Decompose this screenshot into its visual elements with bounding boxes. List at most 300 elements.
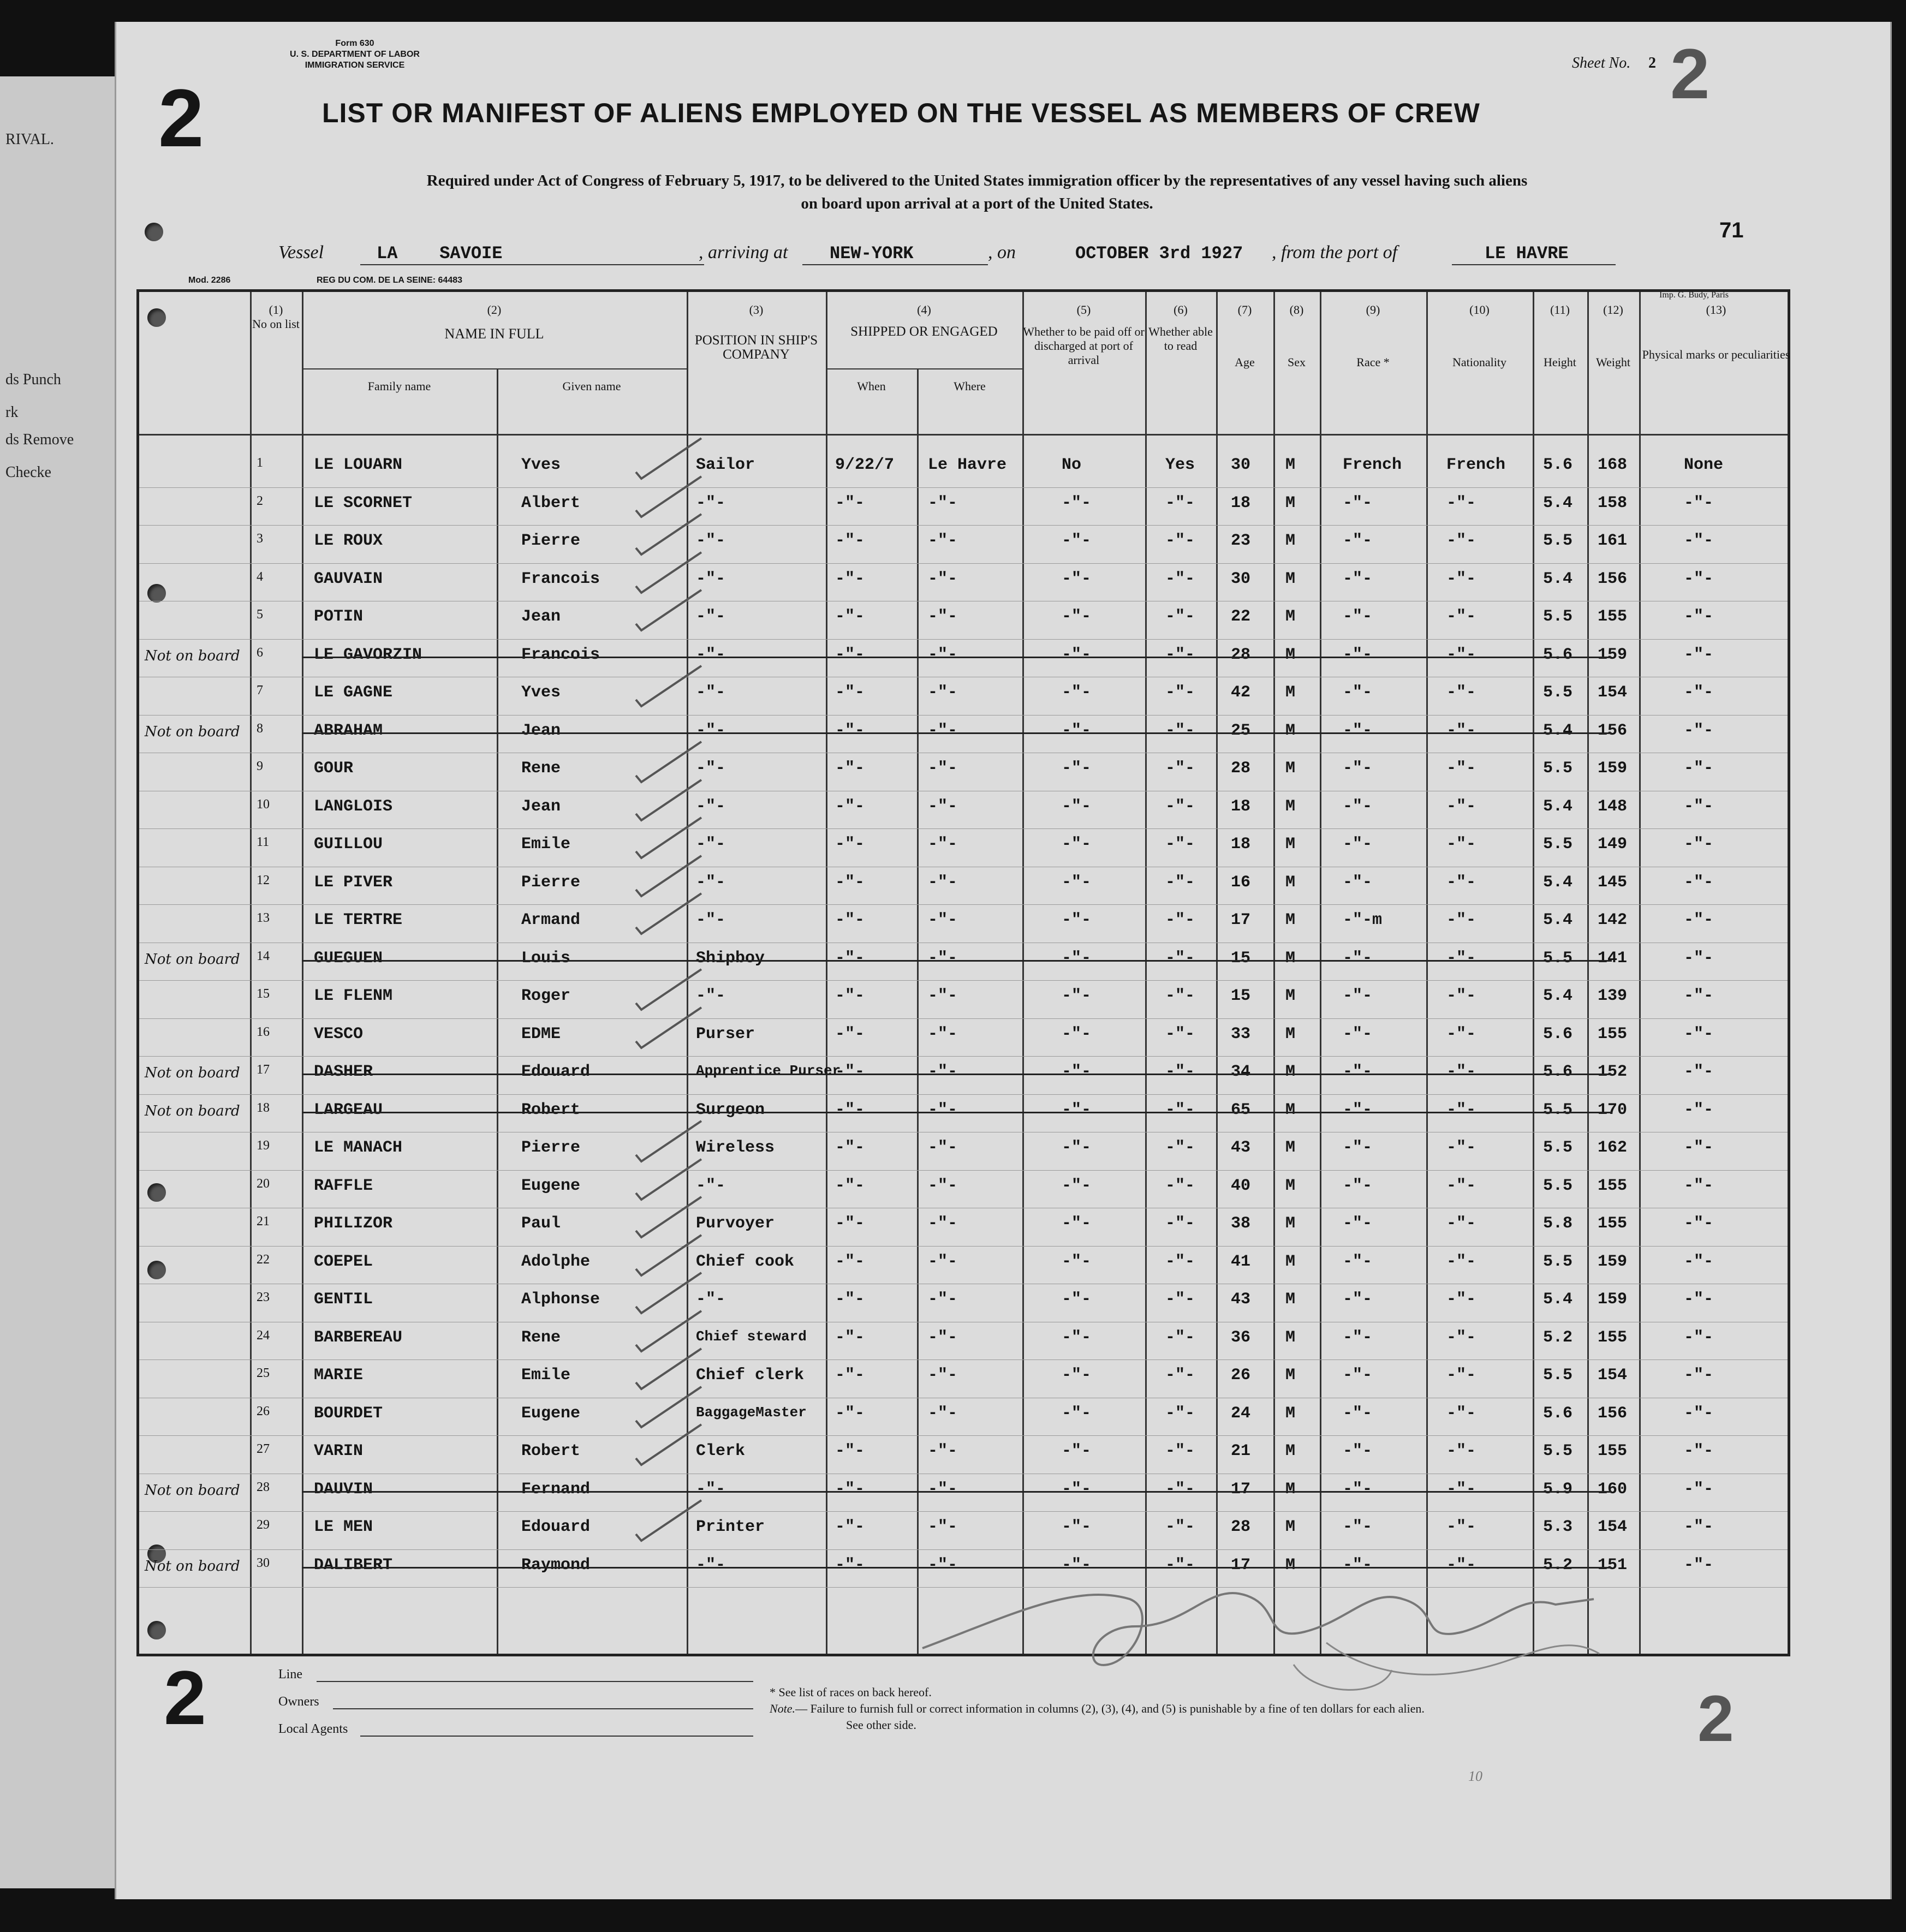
cell-position: Apprentice Purser — [696, 1063, 841, 1079]
edge-text: RIVAL. — [5, 131, 54, 148]
cell-shipped-where: -"- — [928, 1328, 958, 1347]
cell-position: -"- — [696, 759, 726, 778]
cell-age: 18 — [1231, 797, 1251, 816]
cell-able-to-read: -"- — [1165, 759, 1195, 778]
cell-physical-marks: -"- — [1684, 569, 1714, 588]
cell-height: 5.5 — [1543, 1366, 1573, 1385]
cell-age: 21 — [1231, 1442, 1251, 1460]
cell-physical-marks: -"- — [1684, 532, 1714, 550]
cell-height: 5.5 — [1543, 607, 1573, 626]
on-label: , on — [988, 242, 1016, 263]
footer-number-right: 2 — [1697, 1682, 1734, 1755]
cell-race: -"- — [1343, 1176, 1373, 1195]
cell-paid-off: No — [1062, 456, 1082, 474]
service: IMMIGRATION SERVICE — [305, 61, 405, 70]
cell-shipped-when: -"- — [835, 1214, 865, 1233]
check-mark-icon — [630, 586, 707, 635]
cell-height: 5.4 — [1543, 569, 1573, 588]
cell-age: 30 — [1231, 569, 1251, 588]
cell-position: -"- — [696, 645, 726, 664]
cell-position: Shipboy — [696, 949, 765, 968]
strikethrough-line — [302, 1074, 1612, 1075]
cell-weight: 162 — [1598, 1138, 1628, 1157]
cell-family-name: PHILIZOR — [314, 1214, 393, 1233]
cell-weight: 159 — [1598, 1252, 1628, 1271]
cell-paid-off: -"- — [1062, 1290, 1092, 1309]
cell-paid-off: -"- — [1062, 949, 1092, 968]
cell-age: 15 — [1231, 949, 1251, 968]
cell-shipped-where: -"- — [928, 1290, 958, 1309]
races-note: * See list of races on back hereof. — [770, 1685, 932, 1699]
cell-paid-off: -"- — [1062, 721, 1092, 740]
cell-race: -"- — [1343, 1555, 1373, 1575]
cell-given-name: Yves — [521, 683, 561, 702]
cell-paid-off: -"- — [1062, 607, 1092, 626]
cell-family-name: LE LOUARN — [314, 456, 403, 474]
cell-nationality: -"- — [1446, 607, 1476, 626]
cell-shipped-when: -"- — [835, 493, 865, 512]
cell-given-name: Robert — [521, 1100, 581, 1119]
strikethrough-line — [302, 1112, 1612, 1113]
cell-nationality: -"- — [1446, 1290, 1476, 1309]
cell-able-to-read: -"- — [1165, 683, 1195, 702]
check-mark-icon — [630, 661, 707, 711]
cell-able-to-read: -"- — [1165, 1328, 1195, 1347]
cell-family-name: LE PIVER — [314, 873, 393, 892]
cell-family-name: DALIBERT — [314, 1555, 393, 1575]
cell-paid-off: -"- — [1062, 1176, 1092, 1195]
cell-shipped-when: -"- — [835, 797, 865, 816]
col-1-header: (1) No on list — [252, 303, 300, 331]
cell-given-name: Francois — [521, 569, 600, 588]
cell-age: 30 — [1231, 456, 1251, 474]
cell-physical-marks: -"- — [1684, 911, 1714, 929]
not-on-board-note: Not on board — [145, 1102, 240, 1119]
cell-row-number: 1 — [257, 456, 263, 470]
cell-given-name: Jean — [521, 797, 561, 816]
cell-position: Chief cook — [696, 1252, 795, 1271]
cell-shipped-when: -"- — [835, 1252, 865, 1271]
cell-row-number: 20 — [257, 1176, 270, 1191]
cell-race: French — [1343, 456, 1402, 474]
cell-position: Surgeon — [696, 1100, 765, 1119]
cell-row-number: 22 — [257, 1252, 270, 1267]
cell-sex: M — [1285, 797, 1296, 816]
cell-physical-marks: -"- — [1684, 645, 1714, 664]
cell-given-name: Eugene — [521, 1176, 581, 1195]
cell-able-to-read: -"- — [1165, 532, 1195, 550]
cell-nationality: -"- — [1446, 911, 1476, 929]
cell-nationality: -"- — [1446, 1100, 1476, 1119]
cell-race: -"- — [1343, 1024, 1373, 1043]
cell-nationality: -"- — [1446, 569, 1476, 588]
cell-shipped-when: -"- — [835, 1100, 865, 1119]
registry: REG DU COM. DE LA SEINE: 64483 — [317, 276, 463, 285]
cell-family-name: GAUVAIN — [314, 569, 383, 588]
cell-family-name: COEPEL — [314, 1252, 373, 1271]
cell-nationality: -"- — [1446, 1480, 1476, 1499]
cell-height: 5.5 — [1543, 1138, 1573, 1157]
check-mark-icon — [630, 1496, 707, 1545]
cell-physical-marks: -"- — [1684, 759, 1714, 778]
sheet-label: Sheet No. — [1572, 55, 1631, 71]
cell-race: -"- — [1343, 645, 1373, 664]
vessel-name: LA SAVOIE — [377, 243, 503, 264]
check-mark-icon — [630, 889, 707, 938]
cell-given-name: EDME — [521, 1024, 561, 1043]
cell-shipped-when: -"- — [835, 1176, 865, 1195]
cell-row-number: 2 — [257, 493, 263, 508]
cell-weight: 154 — [1598, 683, 1628, 702]
cell-row-number: 9 — [257, 759, 263, 773]
cell-position: -"- — [696, 987, 726, 1005]
cell-nationality: -"- — [1446, 1328, 1476, 1347]
cell-row-number: 15 — [257, 987, 270, 1001]
cell-row-number: 27 — [257, 1442, 270, 1456]
cell-weight: 155 — [1598, 1214, 1628, 1233]
cell-given-name: Adolphe — [521, 1252, 591, 1271]
cell-shipped-when: -"- — [835, 607, 865, 626]
page-title: LIST OR MANIFEST OF ALIENS EMPLOYED ON THE VESSEL AS MEMBERS OF CREW — [322, 98, 1480, 128]
cell-able-to-read: -"- — [1165, 645, 1195, 664]
cell-family-name: LARGEAU — [314, 1100, 383, 1119]
cell-weight: 159 — [1598, 1290, 1628, 1309]
cell-shipped-where: -"- — [928, 1252, 958, 1271]
cell-family-name: GUILLOU — [314, 835, 383, 854]
cell-shipped-when: -"- — [835, 759, 865, 778]
cell-nationality: -"- — [1446, 1518, 1476, 1536]
arriving-label: , arriving at — [699, 242, 788, 263]
cell-paid-off: -"- — [1062, 797, 1092, 816]
cell-shipped-where: -"- — [928, 1366, 958, 1385]
cell-row-number: 28 — [257, 1480, 270, 1494]
cell-sex: M — [1285, 683, 1296, 702]
cell-given-name: Robert — [521, 1442, 581, 1460]
cell-height: 5.4 — [1543, 1290, 1573, 1309]
subtitle-line-1: Required under Act of Congress of February 5, 1917, to be delivered to the United States immigration officer by the representatives of any vessel having such aliens — [426, 172, 1528, 189]
cell-family-name: DASHER — [314, 1063, 373, 1081]
cell-able-to-read: -"- — [1165, 1100, 1195, 1119]
cell-shipped-where: -"- — [928, 987, 958, 1005]
cell-nationality: -"- — [1446, 493, 1476, 512]
cell-able-to-read: -"- — [1165, 493, 1195, 512]
cell-shipped-where: -"- — [928, 645, 958, 664]
cell-family-name: BARBEREAU — [314, 1328, 403, 1347]
cell-position: Wireless — [696, 1138, 775, 1157]
cell-shipped-when: -"- — [835, 1328, 865, 1347]
cell-age: 28 — [1231, 1518, 1251, 1536]
cell-shipped-when: -"- — [835, 1366, 865, 1385]
cell-age: 24 — [1231, 1404, 1251, 1423]
cell-height: 5.5 — [1543, 1442, 1573, 1460]
cell-age: 42 — [1231, 683, 1251, 702]
cell-given-name: Pierre — [521, 1138, 581, 1157]
not-on-board-note: Not on board — [145, 647, 240, 664]
from-port: LE HAVRE — [1485, 243, 1569, 264]
cell-shipped-when: -"- — [835, 1518, 865, 1536]
cell-given-name: Pierre — [521, 532, 581, 550]
cell-family-name: MARIE — [314, 1366, 364, 1385]
cell-shipped-when: -"- — [835, 1024, 865, 1043]
cell-family-name: LE SCORNET — [314, 493, 413, 512]
cell-family-name: VESCO — [314, 1024, 364, 1043]
cell-row-number: 12 — [257, 873, 270, 887]
cell-weight: 145 — [1598, 873, 1628, 892]
cell-height: 5.8 — [1543, 1214, 1573, 1233]
cell-race: -"- — [1343, 797, 1373, 816]
cell-able-to-read: -"- — [1165, 1404, 1195, 1423]
cell-age: 17 — [1231, 1555, 1251, 1575]
cell-weight: 141 — [1598, 949, 1628, 968]
cell-weight: 159 — [1598, 645, 1628, 664]
cell-paid-off: -"- — [1062, 645, 1092, 664]
cell-shipped-where: -"- — [928, 911, 958, 929]
cell-race: -"- — [1343, 683, 1373, 702]
cell-height: 5.6 — [1543, 645, 1573, 664]
cell-position: Purvoyer — [696, 1214, 775, 1233]
cell-shipped-where: -"- — [928, 759, 958, 778]
col-2-header: (2) NAME IN FULL — [444, 303, 544, 342]
cell-paid-off: -"- — [1062, 532, 1092, 550]
cell-paid-off: -"- — [1062, 1404, 1092, 1423]
cell-position: -"- — [696, 797, 726, 816]
cell-shipped-where: -"- — [928, 797, 958, 816]
cell-height: 5.3 — [1543, 1518, 1573, 1536]
cell-sex: M — [1285, 607, 1296, 626]
cell-physical-marks: -"- — [1684, 873, 1714, 892]
cell-weight: 154 — [1598, 1366, 1628, 1385]
cell-weight: 154 — [1598, 1518, 1628, 1536]
cell-row-number: 17 — [257, 1063, 270, 1077]
cell-given-name: Edouard — [521, 1063, 591, 1081]
cell-paid-off: -"- — [1062, 1214, 1092, 1233]
col-13-header: (13) Physical marks or peculiarities — [1642, 303, 1790, 361]
cell-weight: 156 — [1598, 569, 1628, 588]
strikethrough-line — [302, 657, 1612, 658]
mod-number: Mod. 2286 — [188, 276, 231, 285]
col-9-header: (9) Race * — [1356, 303, 1390, 369]
not-on-board-note: Not on board — [145, 951, 240, 968]
cell-given-name: Alphonse — [521, 1290, 600, 1309]
col-2a-header: Family name — [367, 379, 431, 393]
sheet-big-number: 2 — [1670, 34, 1710, 114]
cell-race: -"- — [1343, 569, 1373, 588]
cell-given-name: Edouard — [521, 1518, 591, 1536]
cell-family-name: LE FLENM — [314, 987, 393, 1005]
cell-height: 5.4 — [1543, 797, 1573, 816]
cell-position: -"- — [696, 721, 726, 740]
cell-position: -"- — [696, 532, 726, 550]
cell-shipped-when: -"- — [835, 873, 865, 892]
cell-height: 5.5 — [1543, 1252, 1573, 1271]
cell-age: 28 — [1231, 759, 1251, 778]
cell-physical-marks: -"- — [1684, 607, 1714, 626]
cell-shipped-where: -"- — [928, 835, 958, 854]
cell-paid-off: -"- — [1062, 1100, 1092, 1119]
edge-text: ds Punch — [5, 371, 61, 388]
cell-age: 41 — [1231, 1252, 1251, 1271]
cell-age: 34 — [1231, 1063, 1251, 1081]
cell-row-number: 23 — [257, 1290, 270, 1304]
cell-sex: M — [1285, 1366, 1296, 1385]
cell-nationality: -"- — [1446, 1176, 1476, 1195]
cell-row-number: 5 — [257, 607, 263, 622]
cell-family-name: ABRAHAM — [314, 721, 383, 740]
cell-able-to-read: -"- — [1165, 1290, 1195, 1309]
cell-age: 43 — [1231, 1290, 1251, 1309]
cell-shipped-where: -"- — [928, 1063, 958, 1081]
cell-weight: 170 — [1598, 1100, 1628, 1119]
cell-able-to-read: -"- — [1165, 1252, 1195, 1271]
not-on-board-note: Not on board — [145, 1482, 240, 1499]
cell-shipped-where: -"- — [928, 1442, 958, 1460]
department: U. S. DEPARTMENT OF LABOR — [290, 50, 420, 59]
cell-sex: M — [1285, 645, 1296, 664]
cell-shipped-where: -"- — [928, 1404, 958, 1423]
col-10-header: (10) Nationality — [1452, 303, 1506, 369]
cell-given-name: Pierre — [521, 873, 581, 892]
cell-given-name: Jean — [521, 607, 561, 626]
cell-family-name: DAUVIN — [314, 1480, 373, 1499]
cell-position: BaggageMaster — [696, 1404, 807, 1421]
cell-shipped-when: -"- — [835, 645, 865, 664]
cell-nationality: -"- — [1446, 645, 1476, 664]
cell-weight: 156 — [1598, 721, 1628, 740]
cell-row-number: 24 — [257, 1328, 270, 1343]
cell-paid-off: -"- — [1062, 1518, 1092, 1536]
cell-physical-marks: -"- — [1684, 1024, 1714, 1043]
cell-shipped-where: -"- — [928, 1214, 958, 1233]
cell-weight: 160 — [1598, 1480, 1628, 1499]
col-11-header: (11) Height — [1544, 303, 1576, 369]
cell-height: 5.6 — [1543, 1404, 1573, 1423]
cell-height: 5.6 — [1543, 1024, 1573, 1043]
cell-sex: M — [1285, 569, 1296, 588]
cell-age: 40 — [1231, 1176, 1251, 1195]
cell-sex: M — [1285, 1442, 1296, 1460]
line-label: Line — [278, 1667, 302, 1681]
cell-nationality: -"- — [1446, 1138, 1476, 1157]
cell-sex: M — [1285, 1063, 1296, 1081]
strikethrough-line — [302, 732, 1612, 734]
cell-height: 5.4 — [1543, 873, 1573, 892]
cell-given-name: Rene — [521, 1328, 561, 1347]
not-on-board-note: Not on board — [145, 1065, 240, 1081]
cell-position: -"- — [696, 873, 726, 892]
cell-race: -"- — [1343, 835, 1373, 854]
cell-physical-marks: -"- — [1684, 721, 1714, 740]
cell-paid-off: -"- — [1062, 759, 1092, 778]
cell-row-number: 14 — [257, 949, 270, 963]
cell-shipped-when: -"- — [835, 721, 865, 740]
cell-sex: M — [1285, 1404, 1296, 1423]
cell-age: 15 — [1231, 987, 1251, 1005]
cell-paid-off: -"- — [1062, 1063, 1092, 1081]
cell-race: -"- — [1343, 1214, 1373, 1233]
cell-able-to-read: -"- — [1165, 911, 1195, 929]
see-other-side: See other side. — [846, 1718, 916, 1732]
cell-physical-marks: -"- — [1684, 1176, 1714, 1195]
cell-row-number: 26 — [257, 1404, 270, 1418]
cell-height: 5.5 — [1543, 1176, 1573, 1195]
form-number: Form 630 — [335, 39, 374, 48]
cell-row-number: 4 — [257, 569, 263, 584]
cell-height: 5.5 — [1543, 532, 1573, 550]
cell-paid-off: -"- — [1062, 1442, 1092, 1460]
cell-given-name: Jean — [521, 721, 561, 740]
cell-family-name: BOURDET — [314, 1404, 383, 1423]
cell-shipped-when: -"- — [835, 569, 865, 588]
cell-paid-off: -"- — [1062, 987, 1092, 1005]
cell-race: -"- — [1343, 607, 1373, 626]
cell-position: -"- — [696, 607, 726, 626]
cell-age: 38 — [1231, 1214, 1251, 1233]
arrival-date: OCTOBER 3rd 1927 — [1075, 243, 1243, 264]
cell-age: 17 — [1231, 1480, 1251, 1499]
cell-age: 26 — [1231, 1366, 1251, 1385]
cell-able-to-read: -"- — [1165, 797, 1195, 816]
cell-shipped-when: -"- — [835, 1290, 865, 1309]
cell-row-number: 6 — [257, 645, 263, 660]
cell-given-name: Rene — [521, 759, 561, 778]
cell-position: Sailor — [696, 456, 755, 474]
cell-able-to-read: -"- — [1165, 607, 1195, 626]
cell-height: 5.5 — [1543, 1100, 1573, 1119]
edge-text: Checke — [5, 464, 51, 481]
cell-able-to-read: -"- — [1165, 1214, 1195, 1233]
cell-shipped-when: -"- — [835, 683, 865, 702]
cell-race: -"- — [1343, 1480, 1373, 1499]
binding-hole — [145, 223, 163, 241]
arrival-port: NEW-YORK — [830, 243, 914, 264]
cell-race: -"- — [1343, 1328, 1373, 1347]
cell-weight: 155 — [1598, 1442, 1628, 1460]
cell-paid-off: -"- — [1062, 1024, 1092, 1043]
cell-nationality: -"- — [1446, 532, 1476, 550]
cell-weight: 159 — [1598, 759, 1628, 778]
cell-physical-marks: -"- — [1684, 493, 1714, 512]
cell-sex: M — [1285, 949, 1296, 968]
cell-given-name: Fernand — [521, 1480, 591, 1499]
cell-able-to-read: -"- — [1165, 1518, 1195, 1536]
cell-race: -"- — [1343, 949, 1373, 968]
col-4a-header: When — [857, 379, 886, 393]
cell-sex: M — [1285, 759, 1296, 778]
cell-physical-marks: -"- — [1684, 835, 1714, 854]
cell-sex: M — [1285, 1555, 1296, 1575]
cell-family-name: LE GAGNE — [314, 683, 393, 702]
cell-given-name: Armand — [521, 911, 581, 929]
cell-nationality: -"- — [1446, 1404, 1476, 1423]
cell-shipped-where: -"- — [928, 1518, 958, 1536]
cell-physical-marks: -"- — [1684, 1442, 1714, 1460]
cell-age: 22 — [1231, 607, 1251, 626]
cell-weight: 151 — [1598, 1555, 1628, 1575]
cell-weight: 168 — [1598, 456, 1628, 474]
cell-race: -"- — [1343, 1518, 1373, 1536]
cell-weight: 139 — [1598, 987, 1628, 1005]
cell-height: 5.5 — [1543, 759, 1573, 778]
col-8-header: (8) Sex — [1288, 303, 1306, 369]
cell-paid-off: -"- — [1062, 835, 1092, 854]
cell-row-number: 18 — [257, 1100, 270, 1115]
cell-race: -"- — [1343, 1100, 1373, 1119]
cell-given-name: Emile — [521, 1366, 571, 1385]
cell-physical-marks: -"- — [1684, 1518, 1714, 1536]
cell-sex: M — [1285, 873, 1296, 892]
cell-sex: M — [1285, 1138, 1296, 1157]
cell-row-number: 21 — [257, 1214, 270, 1229]
